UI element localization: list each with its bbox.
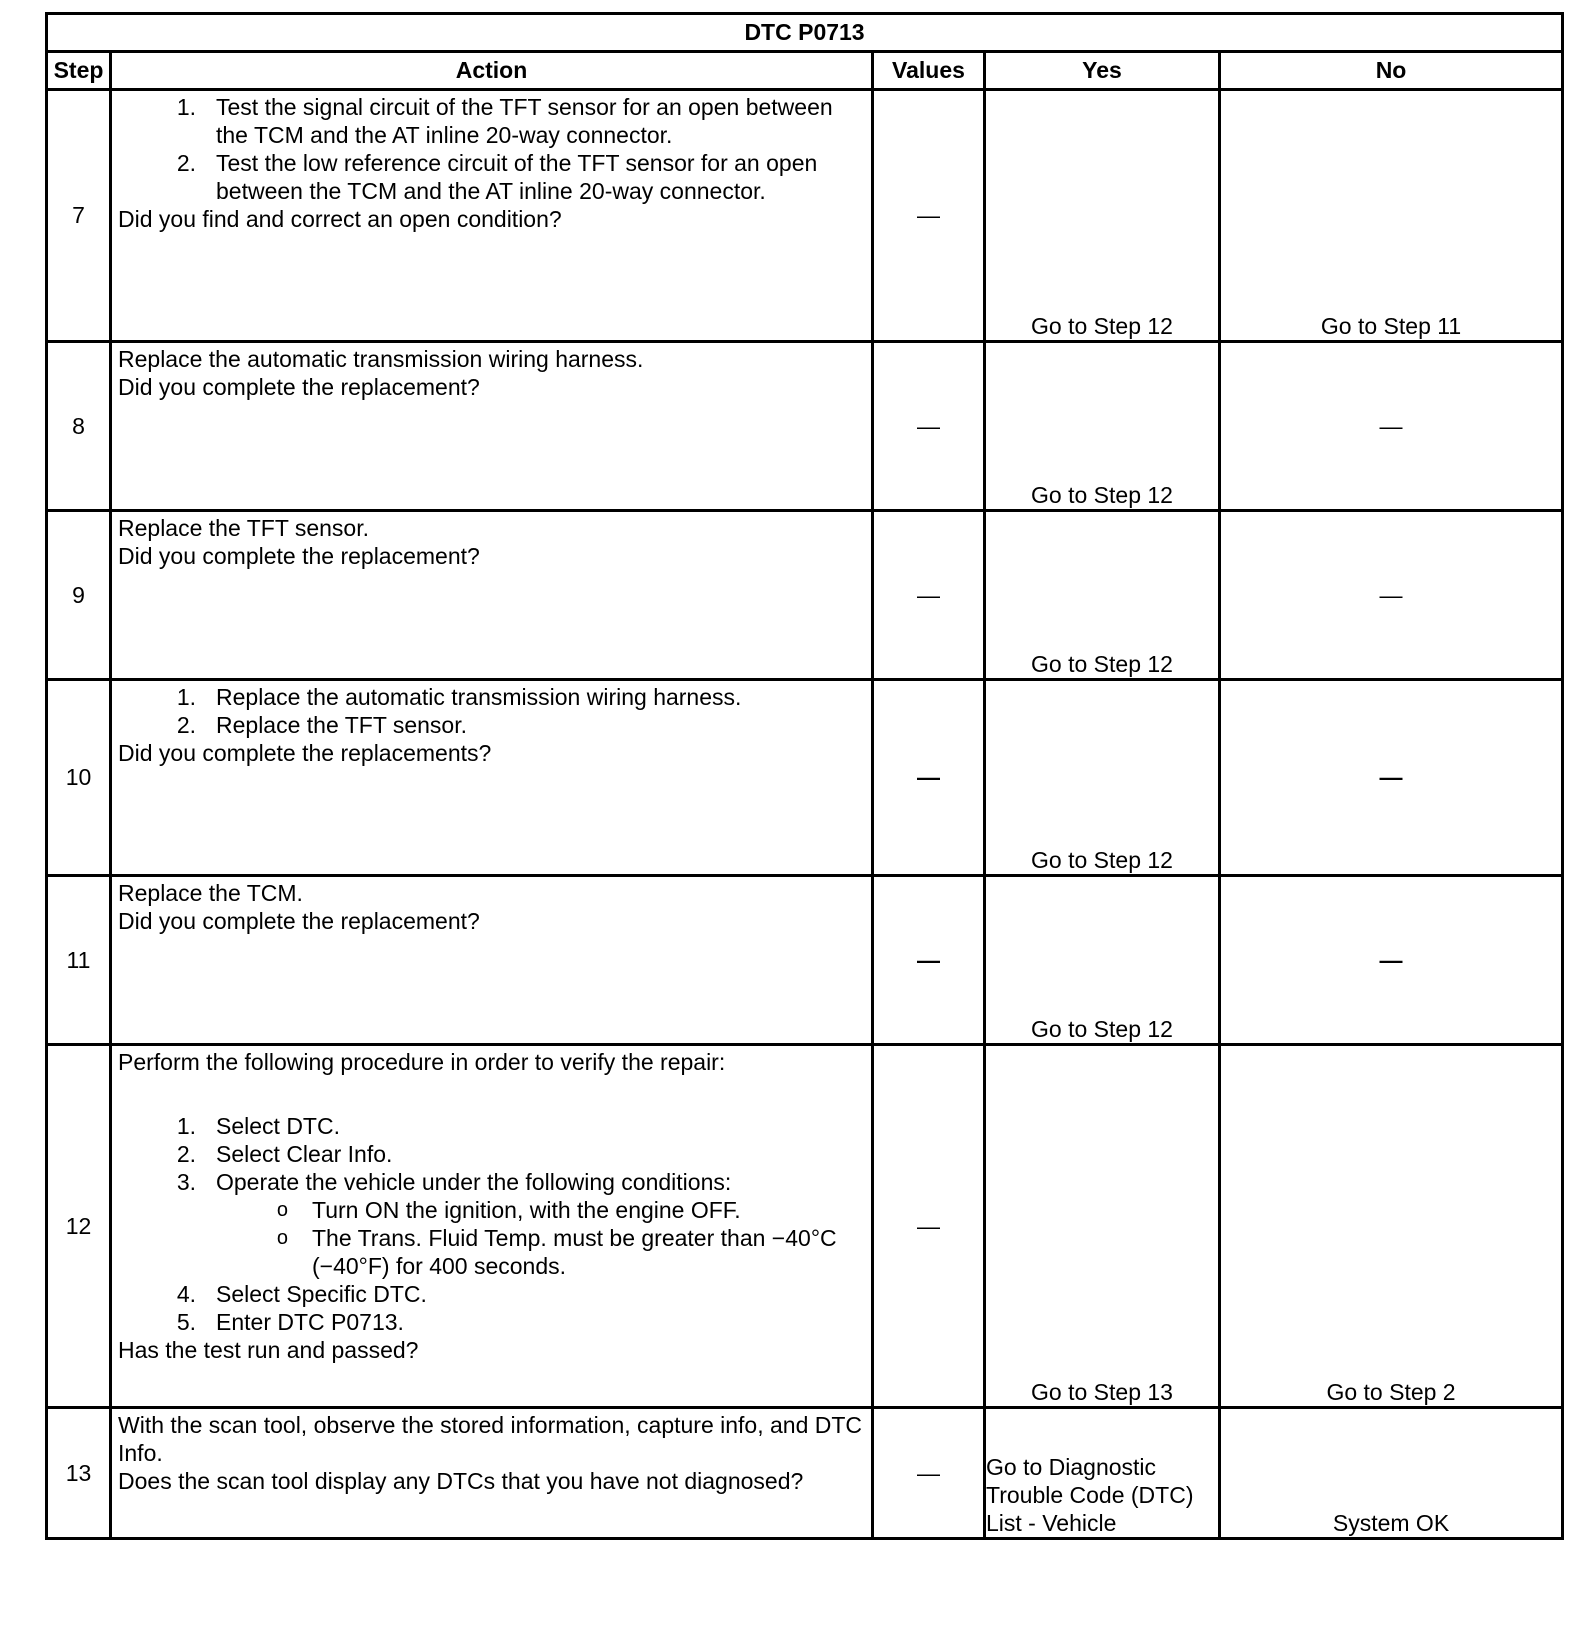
list-item: 1. Replace the automatic transmission wiring harness. <box>176 684 742 710</box>
no-cell: Go to Step 11 <box>1220 90 1563 342</box>
action-question: Has the test run and passed? <box>118 1337 419 1363</box>
list-item: 1. Select DTC. <box>176 1113 340 1139</box>
action-question: Did you complete the replacement? <box>118 374 480 400</box>
table-row <box>47 680 1563 876</box>
yes-cell: Go to Step 12 <box>985 90 1220 342</box>
table-row <box>47 342 1563 511</box>
yes-cell: Go to Step 12 <box>985 511 1220 680</box>
action-cell <box>111 876 873 1045</box>
sub-list-item: o The Trans. Fluid Temp. must be greater than −40°C (−40°F) for 400 seconds. <box>216 1224 865 1280</box>
yes-cell: Go to Step 13 <box>985 1045 1220 1408</box>
no-cell: — <box>1220 876 1563 1045</box>
yes-cell: Go to Step 12 <box>985 342 1220 511</box>
action-intro: Replace the TCM. <box>118 880 303 906</box>
header-no: No <box>1220 52 1563 90</box>
values-cell: — <box>873 511 985 680</box>
values-cell: — <box>873 90 985 342</box>
values-cell: — <box>873 1045 985 1408</box>
list-item: 5. Enter DTC P0713. <box>176 1309 404 1335</box>
step-number: 10 <box>47 680 111 876</box>
action-question: Did you complete the replacement? <box>118 543 480 569</box>
no-cell: — <box>1220 680 1563 876</box>
table-row <box>47 511 1563 680</box>
action-question: Does the scan tool display any DTCs that you have not diagnosed? <box>118 1468 804 1494</box>
step-number: 13 <box>47 1408 111 1539</box>
table-row <box>47 90 1563 342</box>
step-number: 12 <box>47 1045 111 1408</box>
no-cell: — <box>1220 511 1563 680</box>
action-cell <box>111 680 873 876</box>
values-cell: — <box>873 876 985 1045</box>
step-number: 11 <box>47 876 111 1045</box>
table-row <box>47 1408 1563 1539</box>
table-title: DTC P0713 <box>47 14 1563 52</box>
action-question: Did you complete the replacement? <box>118 908 480 934</box>
header-step: Step <box>47 52 111 90</box>
step-number: 9 <box>47 511 111 680</box>
no-cell: Go to Step 2 <box>1220 1045 1563 1408</box>
list-item: 2. Replace the TFT sensor. <box>176 712 468 738</box>
list-item: 1. Test the signal circuit of the TFT sensor for an open between the TCM and the AT inline 20-way connector. <box>176 94 833 148</box>
action-cell <box>111 90 873 342</box>
list-item: 4. Select Specific DTC. <box>176 1281 427 1307</box>
sub-list <box>216 1196 865 1280</box>
yes-cell: Go to Diagnostic Trouble Code (DTC) List - Vehicle <box>985 1408 1220 1539</box>
header-yes: Yes <box>985 52 1220 90</box>
no-cell: System OK <box>1220 1408 1563 1539</box>
no-cell: — <box>1220 342 1563 511</box>
yes-cell: Go to Step 12 <box>985 876 1220 1045</box>
table-row <box>47 1045 1563 1408</box>
action-question: Did you find and correct an open condition? <box>118 206 562 232</box>
step-number: 7 <box>47 90 111 342</box>
action-intro: With the scan tool, observe the stored information, capture info, and DTC Info. <box>118 1412 863 1466</box>
step-number: 8 <box>47 342 111 511</box>
list-item: 3. Operate the vehicle under the following conditions: o Turn ON the ignition, with the engine OFF. o The Trans. Fluid Temp. must be greater than −40°C (−40°F) for 400 seconds. <box>118 1168 865 1280</box>
list-item: 2. Test the low reference circuit of the TFT sensor for an open between the TCM and the AT inline 20-way connector. <box>176 150 818 204</box>
action-list <box>118 1112 865 1336</box>
action-list <box>118 93 865 205</box>
sub-list-item: o Turn ON the ignition, with the engine OFF. <box>216 1196 865 1224</box>
action-list <box>118 683 865 739</box>
header-action: Action <box>111 52 873 90</box>
action-intro: Replace the automatic transmission wiring harness. <box>118 346 644 372</box>
values-cell: — <box>873 680 985 876</box>
values-cell: — <box>873 1408 985 1539</box>
yes-cell: Go to Step 12 <box>985 680 1220 876</box>
action-cell <box>111 511 873 680</box>
action-intro: Replace the TFT sensor. <box>118 515 370 541</box>
action-intro: Perform the following procedure in order to verify the repair: <box>118 1049 726 1075</box>
bullet-icon: o <box>276 1199 288 1221</box>
action-cell <box>111 1045 873 1408</box>
action-question: Did you complete the replacements? <box>118 740 492 766</box>
dtc-table <box>45 12 1564 1540</box>
action-cell <box>111 342 873 511</box>
header-values: Values <box>873 52 985 90</box>
bullet-icon: o <box>276 1227 288 1249</box>
action-cell <box>111 1408 873 1539</box>
values-cell: — <box>873 342 985 511</box>
spacer <box>118 1076 865 1112</box>
table-row <box>47 876 1563 1045</box>
list-item: 2. Select Clear Info. <box>176 1141 393 1167</box>
